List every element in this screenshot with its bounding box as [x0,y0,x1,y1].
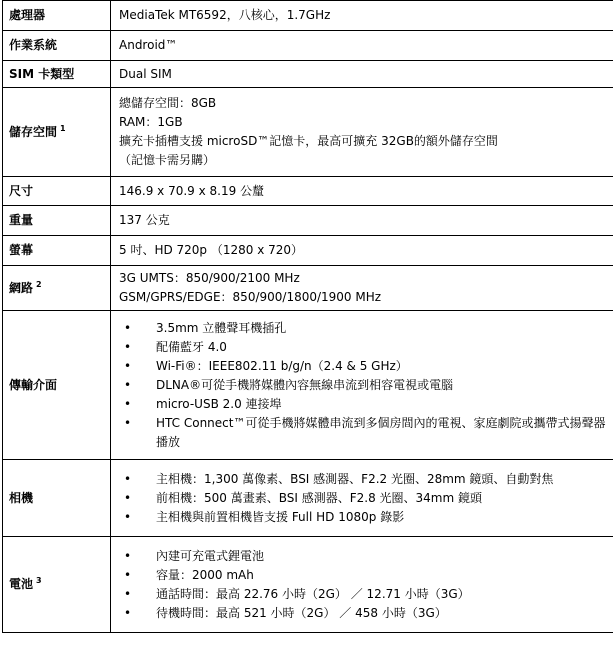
list-item: • Wi-Fi®：IEEE802.11 b/g/n（2.4 & 5 GHz） [119,357,609,376]
spec-value [111,31,613,61]
spec-value [111,236,613,266]
list-item: • 內建可充電式鋰電池 [119,547,609,566]
value-line: GSM/GPRS/EDGE：850/900/1800/1900 MHz [119,290,382,304]
value-line: 3G UMTS：850/900/2100 MHz [119,271,300,285]
spec-value [111,460,613,537]
value-line: Android™ [119,38,178,52]
list-item: • 主相機：1,300 萬像素、BSI 感測器、F2.2 光圈、28mm 鏡頭、自動對焦 [119,470,609,489]
bullet-list [119,319,609,452]
value-line: MediaTek MT6592，八核心，1.7GHz [119,8,331,22]
spec-value [111,206,613,236]
spec-value [111,61,613,88]
spec-label: 傳輸介面 [3,311,111,460]
value-line: 擴充卡插槽支援 microSD™記憶卡，最高可擴充 32GB的額外儲存空間 [119,134,498,148]
spec-label: 網路 [9,280,34,295]
value-line: Dual SIM [119,66,172,81]
spec-value [111,177,613,206]
bullet-list [119,547,609,623]
bullet-list [119,470,609,527]
spec-row-camera [3,460,613,537]
spec-row-battery [3,537,613,633]
spec-table [2,0,613,633]
list-item: • 待機時間：最高 521 小時（2G） ／ 458 小時（3G） [119,604,609,623]
list-item: • 配備藍牙 4.0 [119,338,609,357]
spec-value [111,537,613,633]
spec-label: 作業系統 [3,31,111,61]
spec-row-network [3,266,613,311]
value-line: （記憶卡需另購） [119,153,216,167]
list-item: • HTC Connect™可從手機將媒體串流到多個房間內的電視、家庭劇院或攜帶式揚聲器播放 [119,414,609,452]
spec-label: 尺寸 [3,177,111,206]
spec-row-display [3,236,613,266]
list-item: • 前相機：500 萬畫素、BSI 感測器、F2.8 光圈、34mm 鏡頭 [119,489,609,508]
list-item: • DLNA®可從手機將媒體內容無線串流到相容電視或電腦 [119,376,609,395]
spec-label: 螢幕 [3,236,111,266]
list-item: • 3.5mm 立體聲耳機插孔 [119,319,609,338]
spec-value [111,311,613,460]
list-item: • 容量：2000 mAh [119,566,609,585]
list-item: • 通話時間：最高 22.76 小時（2G） ／ 12.71 小時（3G） [119,585,609,604]
footnote-marker: 3 [36,576,42,585]
spec-label-cell [3,88,111,177]
spec-label: 相機 [3,460,111,537]
spec-label: SIM 卡類型 [3,61,111,88]
value-line: RAM：1GB [119,115,183,129]
list-item: • micro-USB 2.0 連接埠 [119,395,609,414]
list-item: • 主相機與前置相機皆支援 Full HD 1080p 錄影 [119,508,609,527]
spec-row-connectivity [3,311,613,460]
value-line: 總儲存空間：8GB [119,96,217,110]
spec-label: 電池 [9,577,34,591]
spec-label: 處理器 [3,1,111,31]
value-line: 5 吋、HD 720p （1280 x 720） [119,243,304,257]
spec-row-storage [3,88,613,177]
footnote-marker: 2 [36,279,42,289]
value-line: 146.9 x 70.9 x 8.19 公釐 [119,183,265,198]
spec-row-processor [3,1,613,31]
spec-label-cell [3,537,111,633]
spec-row-sim [3,61,613,88]
spec-label-cell [3,266,111,311]
spec-label: 重量 [3,206,111,236]
value-line: 137 公克 [119,213,170,227]
spec-value [111,266,613,311]
spec-row-weight [3,206,613,236]
spec-value [111,88,613,177]
spec-label: 儲存空間 [9,124,58,139]
spec-value [111,1,613,31]
spec-row-os [3,31,613,61]
footnote-marker: 1 [60,123,66,133]
spec-row-dimensions [3,177,613,206]
